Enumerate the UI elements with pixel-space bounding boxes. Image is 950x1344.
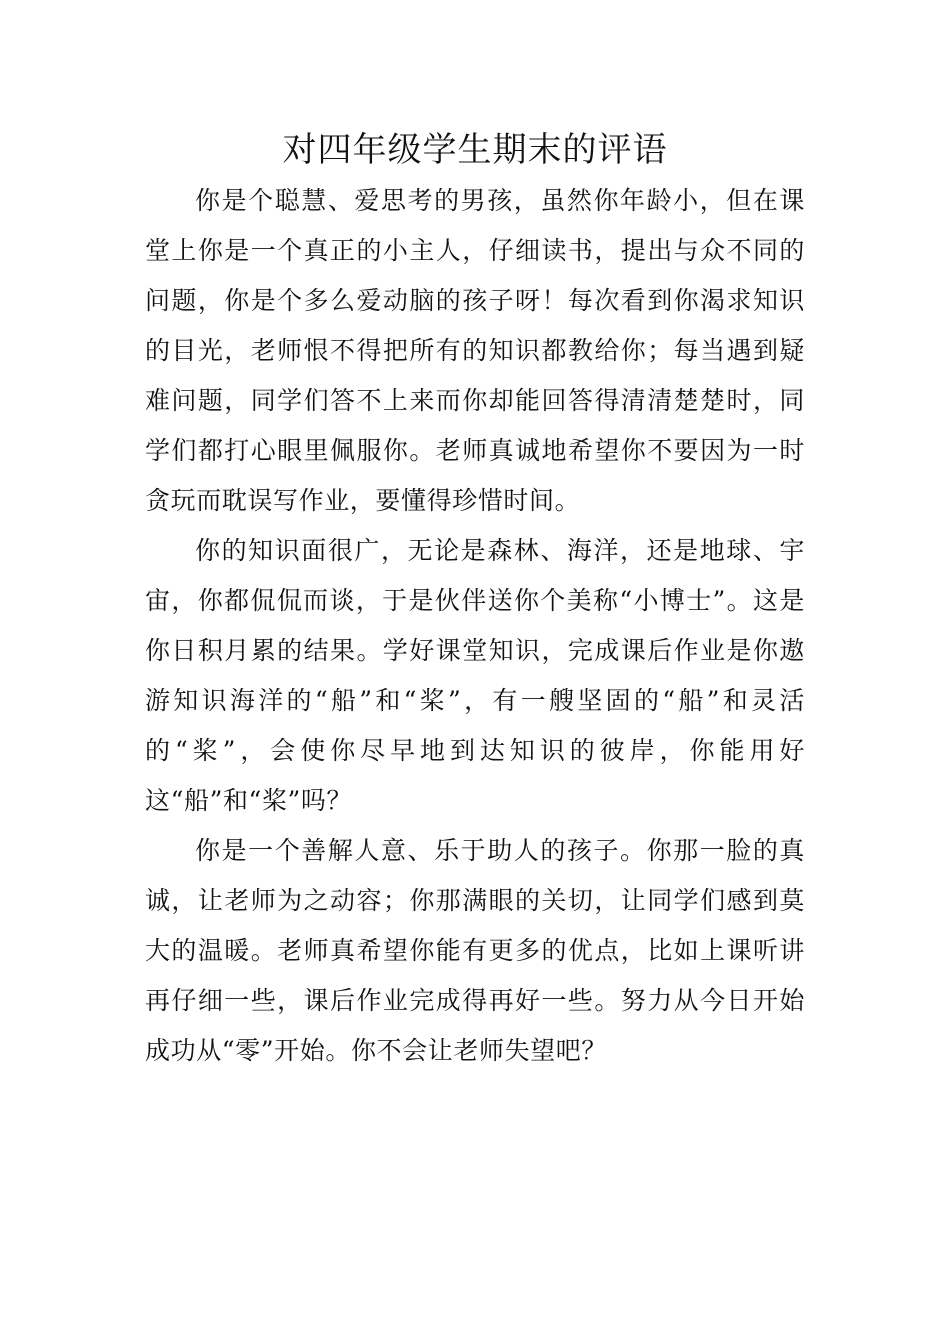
paragraph-3: 你是一个善解人意、乐于助人的孩子。你那一脸的真诚，让老师为之动容；你那满眼的关切，让同学们感到莫大的温暖。老师真希望你能有更多的优点，比如上课听讲再仔细一些，课后作业完成得再好一些。努力从今日开始成功从“零”开始。你不会让老师失望吧？ <box>145 836 805 1065</box>
paragraph-1: 你是个聪慧、爱思考的男孩，虽然你年龄小，但在课堂上你是一个真正的小主人，仔细读书，提出与众不同的问题，你是个多么爱动脑的孩子呀！每次看到你渴求知识的目光，老师恨不得把所有的知识都教给你；每当遇到疑难问题，同学们答不上来而你却能回答得清清楚楚时，同学们都打心眼里佩服你。老师真诚地希望你不要因为一时贪玩而耽误写作业，要懂得珍惜时间。 <box>145 186 805 515</box>
document-body <box>145 176 805 1076</box>
paragraph-2: 你的知识面很广，无论是森林、海洋，还是地球、宇宙，你都侃侃而谈，于是伙伴送你个美称“小博士”。这是你日积月累的结果。学好课堂知识，完成课后作业是你遨游知识海洋的“船”和“桨”，有一艘坚固的“船”和灵活的“桨”，会使你尽早地到达知识的彼岸，你能用好这“船”和“桨”吗？ <box>145 536 805 815</box>
document-title: 对四年级学生期末的评语 <box>282 130 668 170</box>
